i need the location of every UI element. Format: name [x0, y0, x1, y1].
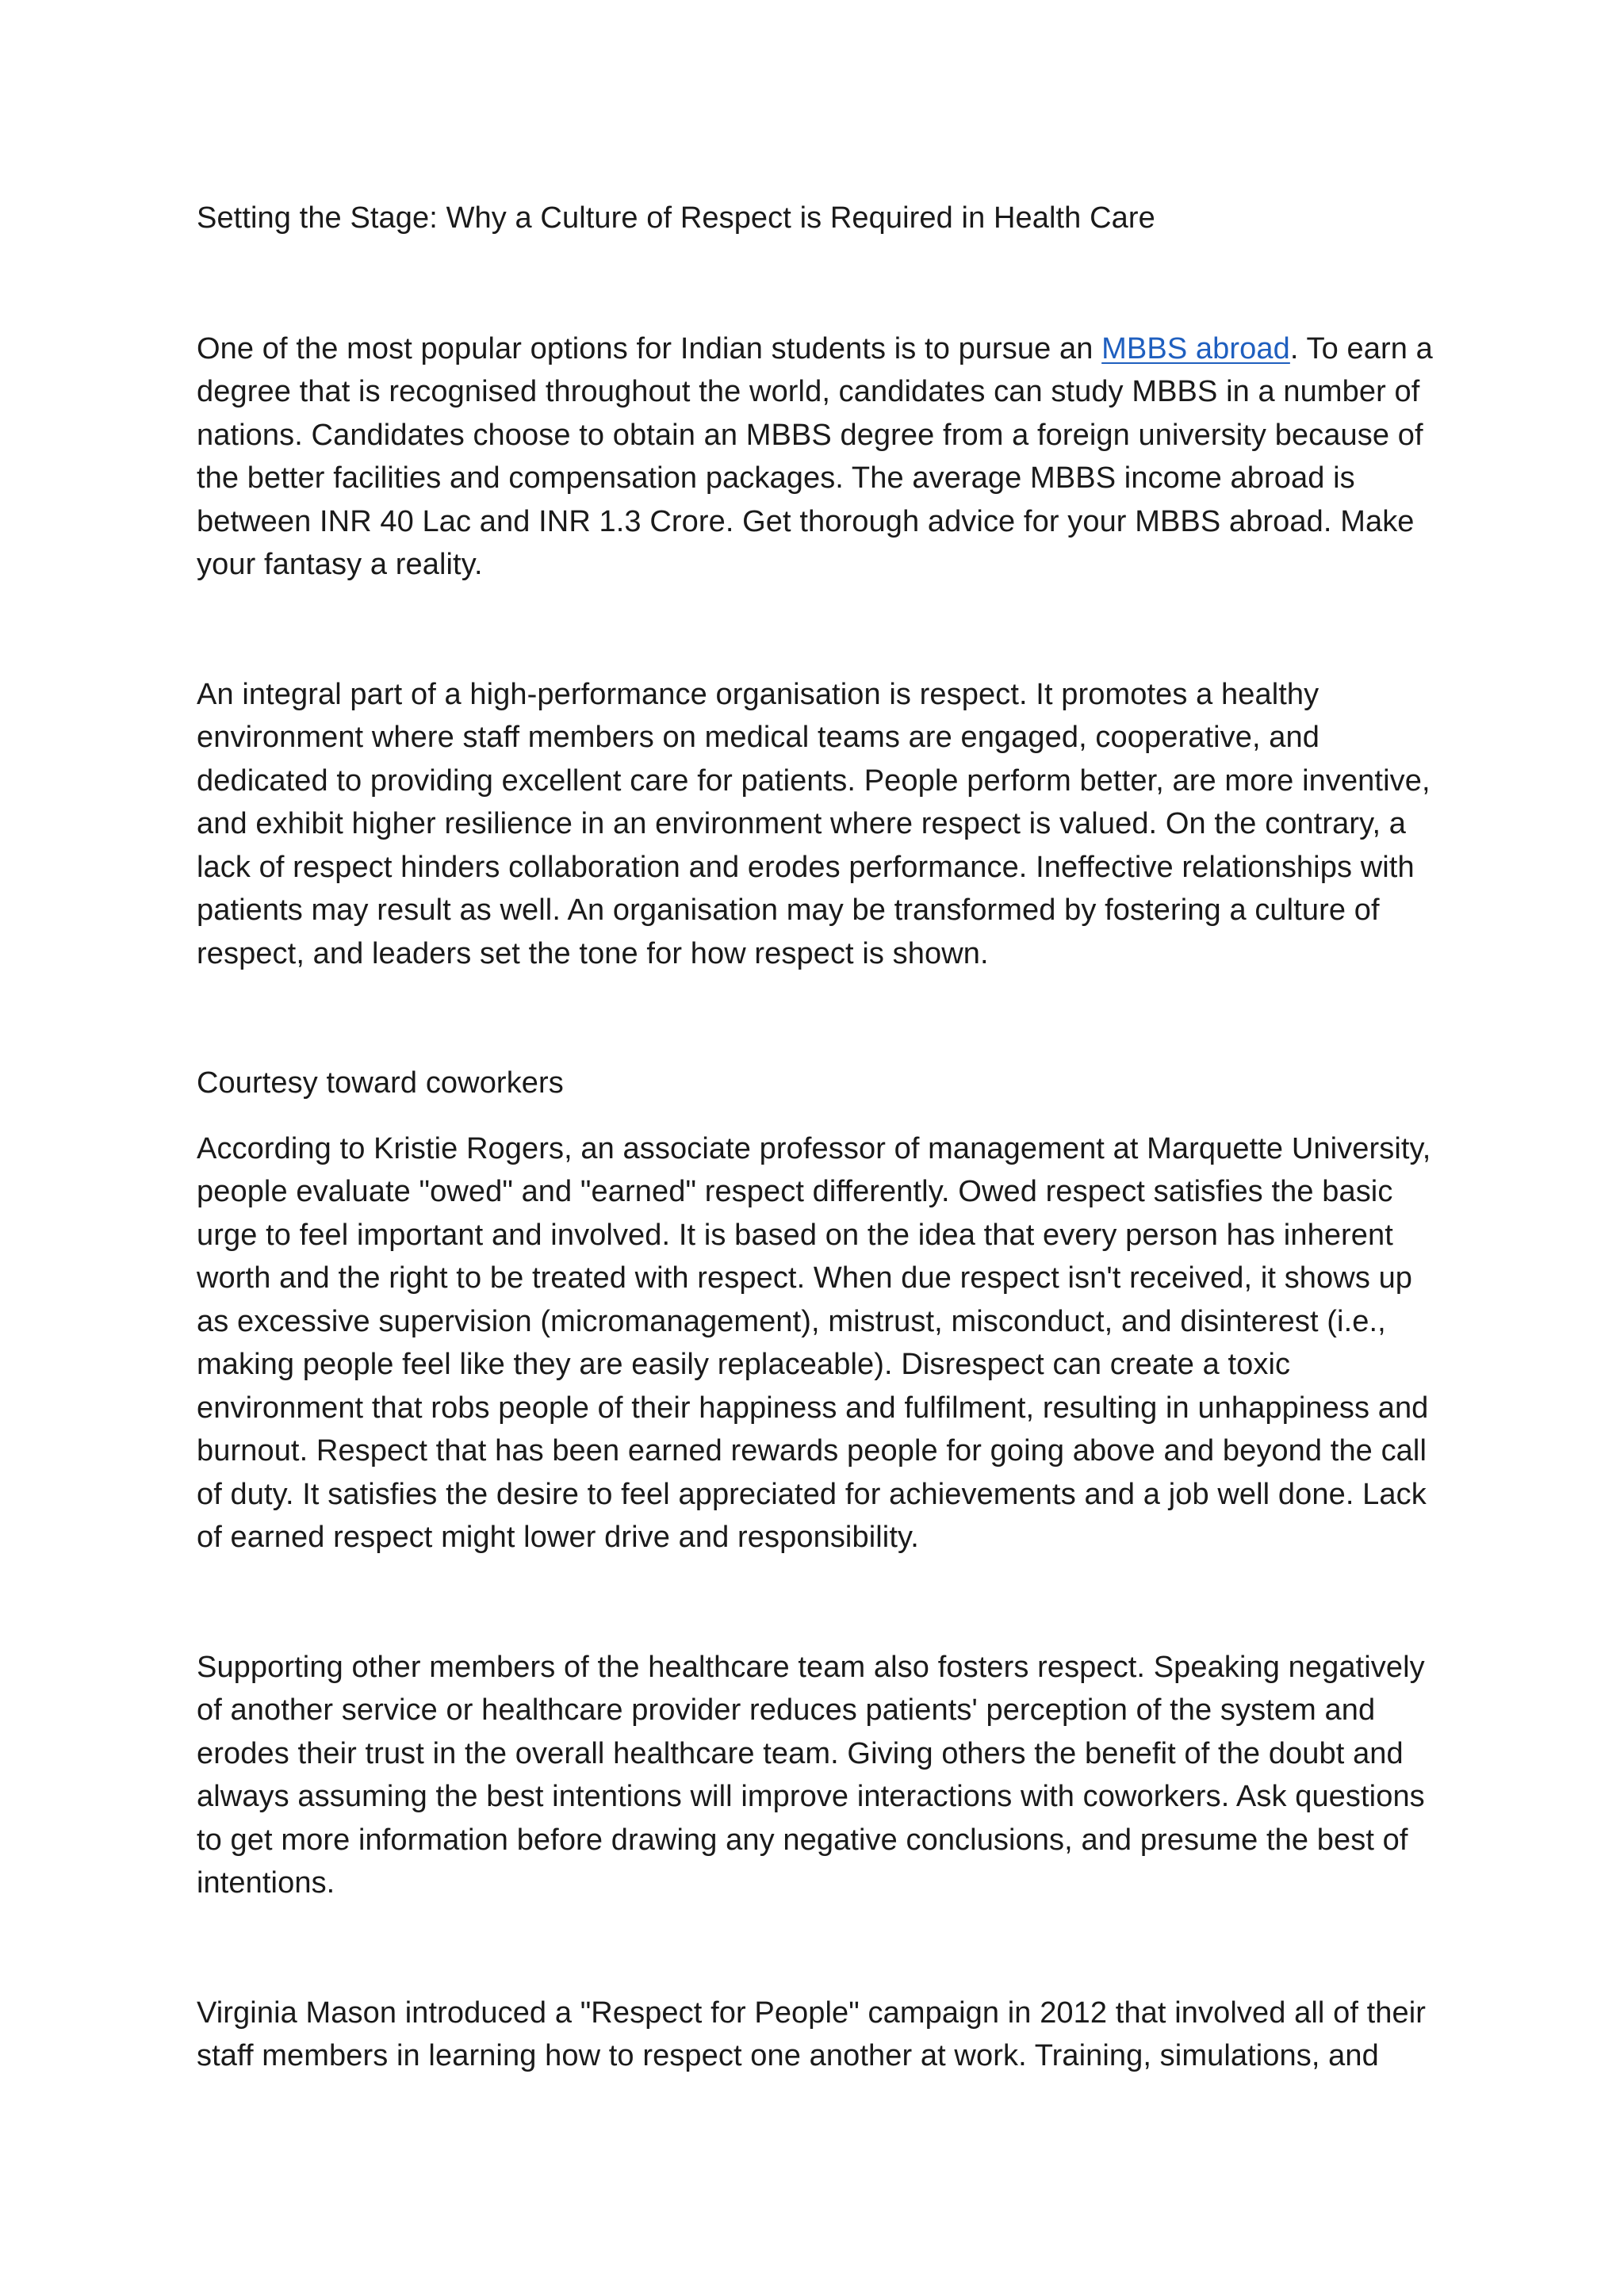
- paragraph-text-after-link: . To earn a degree that is recognised throughout the world, candidates can study MBBS in a number of nations. Candidates choose to obtain an MBBS degree from a foreign university because of the better facilities and compensation packages. The average MBBS income abroad is between INR 40 Lac and INR 1.3 Crore. Get thorough advice for your MBBS abroad. Make your fantasy a reality.: [197, 331, 1433, 581]
- mbbs-abroad-link[interactable]: MBBS abroad: [1101, 331, 1290, 365]
- paragraph-respect-organisation: An integral part of a high-performance organisation is respect. It promotes a healthy environment where staff members on medical teams are engaged, cooperative, and dedicated to providing excellent care for patients. People perform better, are more inventive, and exhibit higher resilience in an environment where respect is valued. On the contrary, a lack of respect hinders collaboration and erodes performance. Ineffective relationships with patients may result as well. An organisation may be transformed by fostering a culture of respect, and leaders set the tone for how respect is shown.: [197, 677, 1431, 970]
- paragraph-mbbs-abroad: [197, 327, 1434, 587]
- paragraph-supporting-team: Supporting other members of the healthcare team also fosters respect. Speaking negatively of another service or healthcare provider reduces patients' perception of the system and erodes their trust in the overall healthcare team. Giving others the benefit of the doubt and always assuming the best intentions will improve interactions with coworkers. Ask questions to get more information before drawing any negative conclusions, and presume the best of intentions.: [197, 1650, 1425, 1900]
- document-title: Setting the Stage: Why a Culture of Respect is Required in Health Care: [197, 201, 1155, 235]
- paragraph-text-before-link: One of the most popular options for Indian students is to pursue an: [197, 331, 1102, 365]
- paragraph-virginia-mason: Virginia Mason introduced a "Respect for People" campaign in 2012 that involved all of their staff members in learning how to respect one another at work. Training, simulations, and: [197, 1996, 1427, 2072]
- document-body: [197, 197, 1434, 2164]
- paragraph-owed-earned-respect: According to Kristie Rogers, an associate professor of management at Marquette University, people evaluate "owed" and "earned" respect differently. Owed respect satisfies the basic urge to feel important and involved. It is based on the idea that every person has inherent worth and the right to be treated with respect. When due respect isn't received, it shows up as excessive supervision (micromanagement), mistrust, misconduct, and disinterest (i.e., making people feel like they are easily replaceable). Disrespect can create a toxic environment that robs people of their happiness and fulfilment, resulting in unhappiness and burnout. Respect that has been earned rewards people for going above and beyond the call of duty. It satisfies the desire to feel appreciated for achievements and a job well done. Lack of earned respect might lower drive and responsibility.: [197, 1131, 1431, 1554]
- section-subheading: Courtesy toward coworkers: [197, 1066, 564, 1100]
